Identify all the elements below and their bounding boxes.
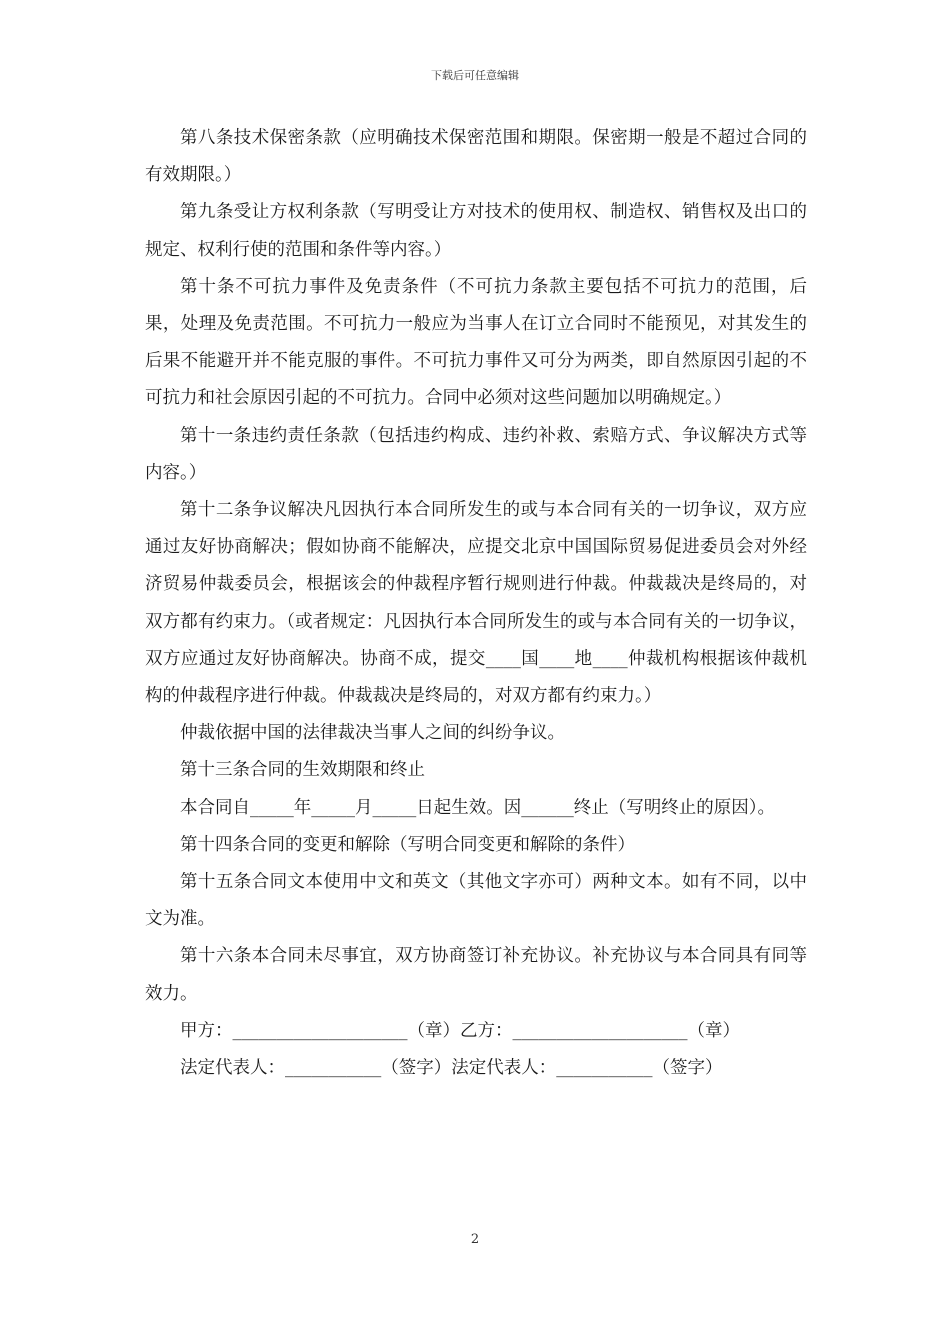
page-number: 2 [470, 1232, 480, 1247]
article-12-dispute-resolution: 第十二条争议解决凡因执行本合同所发生的或与本合同有关的一切争议，双方应通过友好协商解决；假如协商不能解决，应提交北京中国国际贸易促进委员会对外经济贸易仲裁委员会，根据该会的仲裁程序暂行规则进行仲裁。仲裁裁决是终局的，对双方都有约束力。（或者规定：凡因执行本合同所发生的或与本合同有关的一切争议，双方应通过友好协商解决。协商不成，提交____国____地____仲裁机构根据该仲裁机构的仲裁程序进行仲裁。仲裁裁决是终局的，对双方都有约束力。） [145, 500, 807, 707]
article-14-amendment: 第十四条合同的变更和解除（写明合同变更和解除的条件） [180, 834, 635, 855]
article-16-supplement: 第十六条本合同未尽事宜，双方协商签订补充协议。补充协议与本合同具有同等效力。 [145, 946, 807, 1004]
legal-representative-signature-line: 法定代表人：___________（签字）法定代表人：___________（签字） [180, 1058, 723, 1079]
page-header: 下载后可任意编辑 [431, 69, 519, 82]
article-9-licensee-rights: 第九条受让方权利条款（写明受让方对技术的使用权、制造权、销售权及出口的规定、权利行使的范围和条件等内容。） [145, 202, 807, 260]
party-signature-line: 甲方：____________________（章）乙方：____________________（章） [180, 1020, 740, 1041]
arbitration-law-note: 仲裁依据中国的法律裁决当事人之间的纠纷争议。 [180, 723, 565, 744]
article-11-liability: 第十一条违约责任条款（包括违约构成、违约补救、索赔方式、争议解决方式等内容。） [145, 425, 807, 483]
article-15-languages: 第十五条合同文本使用中文和英文（其他文字亦可）两种文本。如有不同，以中文为准。 [145, 872, 807, 930]
article-13-effective-date: 本合同自_____年_____月_____日起生效。因______终止（写明终止的原因）。 [180, 797, 775, 818]
article-8-technical-secrecy: 第八条技术保密条款（应明确技术保密范围和期限。保密期一般是不超过合同的有效期限。） [145, 128, 807, 186]
article-10-force-majeure: 第十条不可抗力事件及免责条件（不可抗力条款主要包括不可抗力的范围，后果，处理及免责范围。不可抗力一般应为当事人在订立合同时不能预见，对其发生的后果不能避开并不能克服的事件。不可抗力事件又可分为两类，即自然原因引起的不可抗力和社会原因引起的不可抗力。合同中必须对这些问题加以明确规定。） [145, 276, 807, 409]
article-13-heading: 第十三条合同的生效期限和终止 [180, 760, 425, 781]
document-body [145, 120, 807, 1087]
